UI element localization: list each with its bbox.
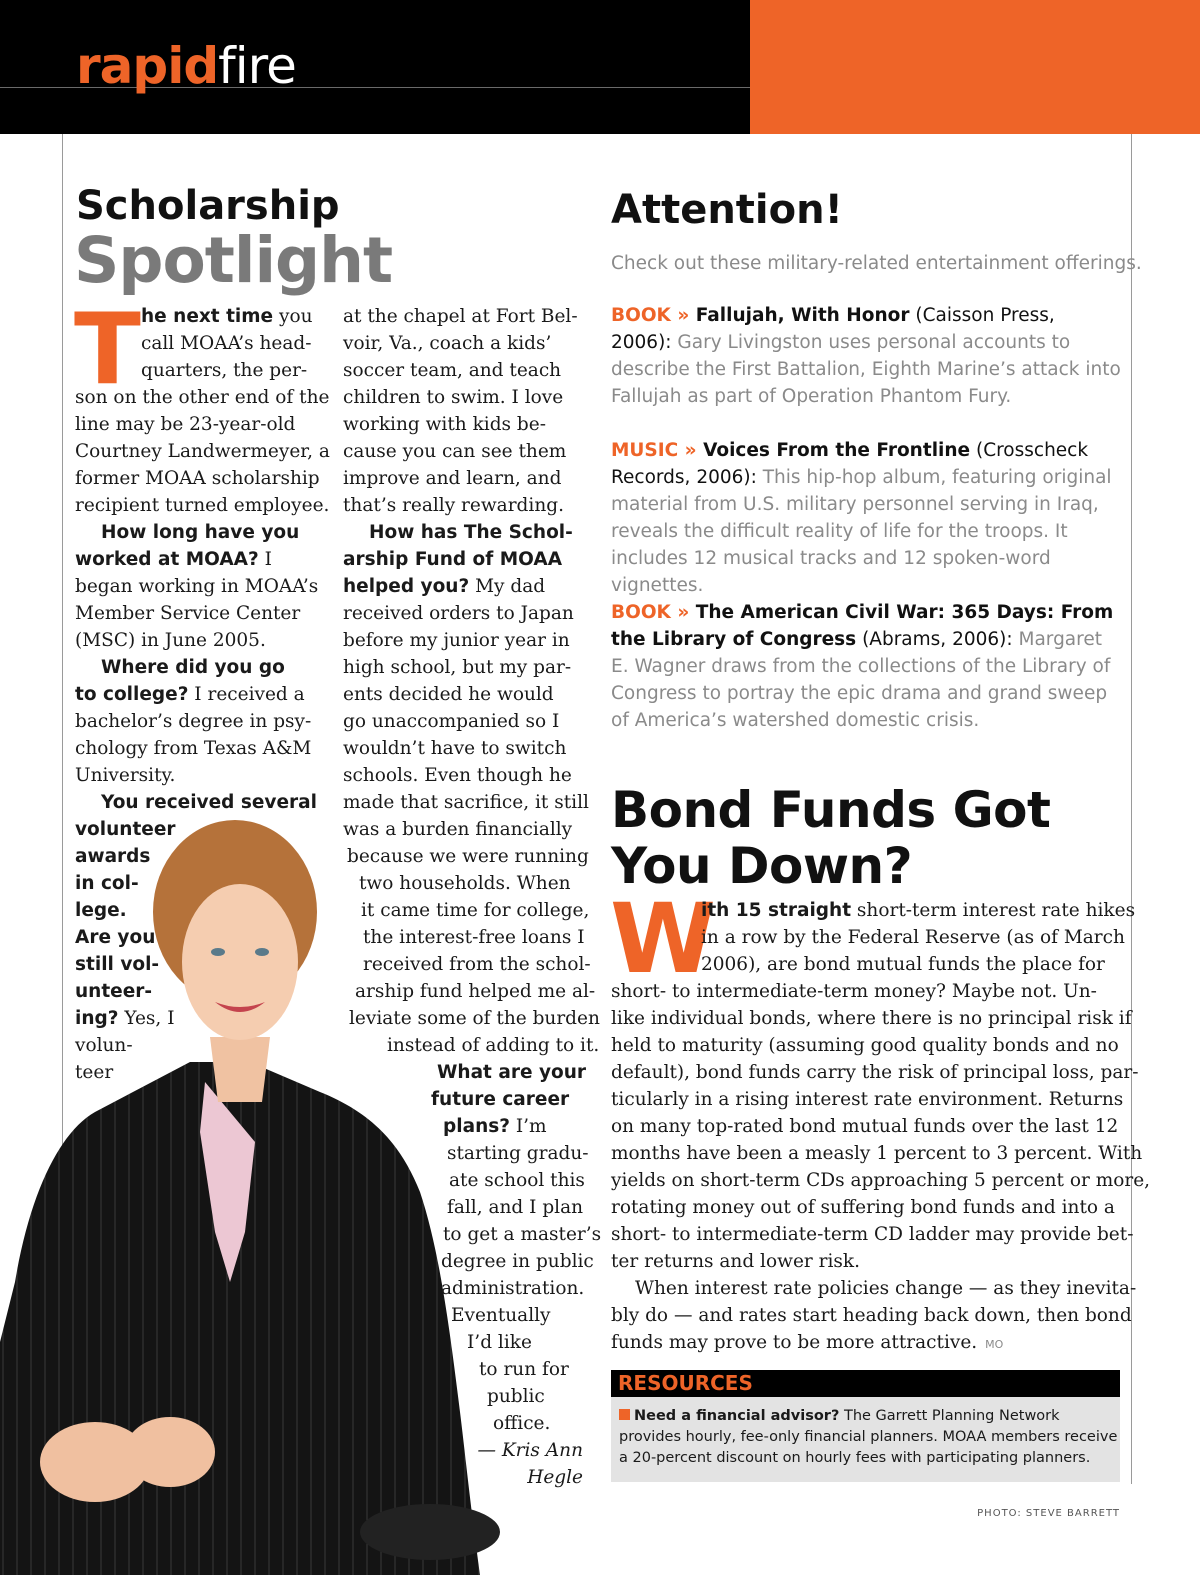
body-text: months have been a measly 1 percent to 3 percent. With <box>611 1143 1143 1164</box>
col2-line <box>343 1248 593 1275</box>
logo-fire: fire <box>218 37 296 95</box>
body-text: administration. <box>441 1278 585 1299</box>
question-text: You received several <box>101 792 317 813</box>
col2-line <box>343 762 593 789</box>
photo-credit: PHOTO: STEVE BARRETT <box>977 1508 1120 1519</box>
body-text: on many top-rated bond mutual funds over the last 12 <box>611 1116 1119 1137</box>
body-text: at the chapel at Fort Bel- <box>343 306 578 327</box>
col2-line <box>343 816 593 843</box>
body-text: improve and learn, and <box>343 468 562 489</box>
signoff-mark: MO <box>985 1338 1004 1351</box>
question-text: to college? <box>75 684 189 705</box>
question-text: future career <box>431 1089 570 1110</box>
col2-line <box>343 897 593 924</box>
body-text: it came time for college, <box>361 900 590 921</box>
bond-line <box>611 1275 1137 1302</box>
entry-title: The American Civil War: 365 Days: From the Library of Congress <box>611 602 1114 650</box>
col2-line <box>343 789 593 816</box>
body-text: bachelor’s degree in psy- <box>75 711 312 732</box>
body-text: two households. When <box>359 873 571 894</box>
col2-line <box>343 654 593 681</box>
col1-line <box>75 600 325 627</box>
col1-line <box>75 465 325 492</box>
entertainment-entry <box>611 437 1121 599</box>
entry-category: BOOK <box>611 602 671 623</box>
body-text: son on the other end of the <box>75 387 330 408</box>
bond-line <box>611 1140 1143 1167</box>
bullet-icon <box>619 1409 630 1420</box>
body-text: leviate some of the burden <box>349 1008 600 1029</box>
col1-line <box>75 951 325 978</box>
col1-line <box>75 681 325 708</box>
col1-line <box>75 654 325 681</box>
entry-description: Margaret E. Wagner draws from the collections of the Library of Congress to portray the epic drama and grand sweep of America’s watershed domestic crisis. <box>611 629 1111 731</box>
body-text: I <box>258 549 272 570</box>
question-text: still vol- <box>75 954 160 975</box>
col1-line <box>75 627 325 654</box>
body-text: short- to intermediate-term CD ladder may provide bet- <box>611 1224 1134 1245</box>
body-text: was a burden financially <box>343 819 573 840</box>
body-text: recipient turned employee. <box>75 495 330 516</box>
bond-article-body <box>610 883 1151 1358</box>
question-text: How has The Schol- <box>369 522 573 543</box>
body-text: before my junior year in <box>343 630 570 651</box>
body-text: received from the schol- <box>363 954 591 975</box>
col2-line <box>343 1086 593 1113</box>
col2-line <box>343 330 593 357</box>
question-text: awards <box>75 846 151 867</box>
col2-line <box>343 492 593 519</box>
body-text: (MSC) in June 2005. <box>75 630 266 651</box>
body-text: received orders to Japan <box>343 603 574 624</box>
body-text: office. <box>493 1413 551 1434</box>
col1-line <box>75 303 325 330</box>
col1-line <box>75 843 325 870</box>
body-text: began working in MOAA’s <box>75 576 319 597</box>
body-text: ticularly in a rising interest rate environment. Returns <box>611 1089 1124 1110</box>
body-text: rotating money out of suffering bond funds and into a <box>611 1197 1115 1218</box>
col2-line <box>343 303 593 330</box>
body-text: to get a master’s <box>443 1224 602 1245</box>
body-text: I’m <box>509 1116 547 1137</box>
question-text: Are you <box>75 927 156 948</box>
body-text: schools. Even though he <box>343 765 572 786</box>
body-text: call MOAA’s head- <box>141 333 312 354</box>
col2-line <box>343 1383 593 1410</box>
entry-publisher: (Abrams, 2006): <box>856 629 1013 650</box>
body-text: Courtney Landwermeyer, a <box>75 441 330 462</box>
col2-line <box>343 1275 593 1302</box>
bond-line <box>611 1113 1121 1140</box>
entertainment-entry <box>611 302 1121 410</box>
body-text: I received a <box>188 684 305 705</box>
body-text: Yes, I <box>118 1008 175 1029</box>
col1-line <box>75 1059 325 1086</box>
col1-line <box>75 357 325 384</box>
bond-line <box>611 951 1121 978</box>
resources-label: RESOURCES <box>618 1371 753 1395</box>
col2-line <box>343 357 593 384</box>
body-text: ents decided he would <box>343 684 554 705</box>
col2-line <box>343 1059 593 1086</box>
body-text: default), bond funds carry the risk of principal loss, par- <box>611 1062 1139 1083</box>
bond-line <box>611 1302 1132 1329</box>
col2-line <box>343 1167 593 1194</box>
body-text: public <box>487 1386 545 1407</box>
col2-line <box>343 978 596 1005</box>
body-text: instead of adding to it. <box>387 1035 600 1056</box>
body-text: in a row by the Federal Reserve (as of March <box>701 927 1125 948</box>
bond-title-line-1: Bond Funds Got <box>611 781 1051 839</box>
col2-line <box>343 870 593 897</box>
entry-title: Voices From the Frontline <box>703 440 971 461</box>
body-text: held to maturity (assuming good quality bonds and no <box>611 1035 1119 1056</box>
col1-line <box>75 789 325 816</box>
col2-line <box>343 1140 593 1167</box>
entry-category: BOOK <box>611 305 671 326</box>
body-text: high school, but my par- <box>343 657 572 678</box>
body-text: My dad <box>469 576 546 597</box>
body-text: arship fund helped me al- <box>355 981 596 1002</box>
bond-line <box>611 1248 1121 1275</box>
col2-line <box>343 1302 593 1329</box>
col2-line <box>343 1113 593 1140</box>
col1-line <box>75 546 325 573</box>
body-text: like individual bonds, where there is no principal risk if <box>611 1008 1132 1029</box>
col2-line <box>343 1464 593 1491</box>
col2-line <box>343 465 593 492</box>
question-text: helped you? <box>343 576 470 597</box>
arrow-icon: » <box>678 440 704 461</box>
col1-line <box>75 924 325 951</box>
question-text: worked at MOAA? <box>75 549 259 570</box>
body-text: ate school this <box>449 1170 585 1191</box>
entertainment-entry <box>611 599 1121 734</box>
question-text: in col- <box>75 873 139 894</box>
body-text: I’d like <box>467 1332 532 1353</box>
dropcap-w: W <box>610 883 716 995</box>
body-text: line may be 23-year-old <box>75 414 296 435</box>
col1-line <box>75 492 330 519</box>
bond-line <box>611 924 1125 951</box>
body-text: starting gradu- <box>447 1143 589 1164</box>
bond-title-line-2: You Down? <box>611 837 913 895</box>
col1-line <box>75 870 325 897</box>
question-text: volunteer <box>75 819 176 840</box>
byline: Hegle <box>527 1467 583 1488</box>
body-text: Member Service Center <box>75 603 301 624</box>
question-text: lege. <box>75 900 127 921</box>
body-text: bly do — and rates start heading back down, then bond <box>611 1305 1132 1326</box>
bond-line <box>611 897 1136 924</box>
bond-line <box>611 1329 1121 1358</box>
col1-line <box>75 519 325 546</box>
question-text: ith 15 straight <box>701 900 852 921</box>
dropcap-t: T <box>74 293 141 407</box>
attention-intro: Check out these military-related entertainment offerings. <box>611 253 1142 274</box>
attention-title: Attention! <box>611 187 843 233</box>
col1-line <box>75 438 330 465</box>
col1-line <box>75 1005 325 1032</box>
body-text: children to swim. I love <box>343 387 564 408</box>
arrow-icon: » <box>670 602 696 623</box>
col2-line <box>343 384 593 411</box>
body-text: working with kids be- <box>343 414 546 435</box>
col2-line <box>343 681 593 708</box>
bond-line <box>611 1032 1121 1059</box>
col2-line <box>343 843 593 870</box>
col1-line <box>75 897 325 924</box>
col2-line <box>343 1032 600 1059</box>
body-text: degree in public <box>441 1251 594 1272</box>
col1-line <box>75 411 325 438</box>
col2-line <box>343 1437 593 1464</box>
entry-description: This hip-hop album, featuring original material from U.S. military personnel serving in Iraq, reveals the difficult reality of life for the troops. It includes 12 musical tracks and 12 spoken-word vignettes. <box>611 467 1112 596</box>
question-text: Where did you go <box>101 657 285 678</box>
col2-line <box>343 708 593 735</box>
question-text: How long have you <box>101 522 300 543</box>
scholarship-title: Scholarship <box>76 183 340 229</box>
col2-line <box>343 1329 593 1356</box>
col2-line <box>343 1194 593 1221</box>
resources-body: The Garrett Planning Network provides hourly, fee-only financial planners. MOAA members receive a 20-percent discount on hourly fees with participating planners. <box>619 1408 1118 1466</box>
body-text: you <box>273 306 313 327</box>
col2-line <box>343 951 593 978</box>
body-text: made that sacrifice, it still <box>343 792 589 813</box>
byline: — Kris Ann <box>477 1440 583 1461</box>
body-text: cause you can see them <box>343 441 567 462</box>
body-text: short- to intermediate-term money? Maybe not. Un- <box>611 981 1097 1002</box>
col2-line <box>343 1005 600 1032</box>
col2-line <box>343 924 593 951</box>
bond-line <box>611 1059 1139 1086</box>
bond-line <box>611 1086 1124 1113</box>
scholarship-subtitle: Spotlight <box>74 224 393 297</box>
question-text: ing? <box>75 1008 119 1029</box>
body-text: yields on short-term CDs approaching 5 percent or more, <box>611 1170 1151 1191</box>
body-text: ter returns and lower risk. <box>611 1251 860 1272</box>
body-text: that’s really rewarding. <box>343 495 564 516</box>
col2-line <box>343 1221 602 1248</box>
resources-lead: Need a financial advisor? <box>634 1408 840 1424</box>
bond-line <box>611 1194 1121 1221</box>
entry-publisher: (Crosscheck Records, 2006): <box>611 440 1089 488</box>
col2-line <box>343 573 593 600</box>
entry-description: Gary Livingston uses personal accounts to describe the First Battalion, Eighth Marine’s attack into Fallujah as part of Operation Phantom Fury. <box>611 332 1121 407</box>
col2-line <box>343 438 593 465</box>
body-text: When interest rate policies change — as they inevita- <box>635 1278 1137 1299</box>
bond-line <box>611 1167 1151 1194</box>
entry-publisher: (Caisson Press, 2006): <box>611 305 1055 353</box>
body-text: Eventually <box>451 1305 551 1326</box>
body-text: voir, Va., coach a kids’ <box>343 333 552 354</box>
bond-line <box>611 1221 1134 1248</box>
body-text: chology from Texas A&M <box>75 738 312 759</box>
col1-line <box>75 762 325 789</box>
question-text: plans? <box>443 1116 510 1137</box>
body-text: University. <box>75 765 176 786</box>
question-text: unteer- <box>75 981 153 1002</box>
col2-line <box>343 1410 593 1437</box>
body-text: funds may prove to be more attractive. <box>611 1332 978 1353</box>
col2-line <box>343 519 593 546</box>
col1-line <box>75 330 325 357</box>
col2-line <box>343 546 593 573</box>
question-text: What are your <box>437 1062 587 1083</box>
header-accent-block <box>750 0 1200 134</box>
col1-line <box>75 573 325 600</box>
col2-line <box>343 735 593 762</box>
arrow-icon: » <box>670 305 696 326</box>
body-text: to run for <box>479 1359 569 1380</box>
bond-title <box>611 782 1050 894</box>
col2-line <box>343 600 593 627</box>
scholarship-column-2 <box>343 303 602 1491</box>
body-text: go unaccompanied so I <box>343 711 560 732</box>
body-text: soccer team, and teach <box>343 360 562 381</box>
section-logo <box>76 34 296 98</box>
body-text: quarters, the per- <box>141 360 308 381</box>
entry-title: Fallujah, With Honor <box>695 305 910 326</box>
col1-line <box>75 708 325 735</box>
body-text: because we were running <box>347 846 589 867</box>
col1-line <box>75 816 325 843</box>
body-text: volun- <box>75 1035 133 1056</box>
entry-category: MUSIC <box>611 440 679 461</box>
bond-line <box>611 978 1121 1005</box>
question-text: arship Fund of MOAA <box>343 549 563 570</box>
logo-rapid: rapid <box>76 37 219 95</box>
col2-line <box>343 1356 593 1383</box>
scholarship-column-1 <box>74 293 330 1086</box>
body-text: fall, and I plan <box>447 1197 584 1218</box>
bond-line <box>611 1005 1132 1032</box>
body-text: short-term interest rate hikes <box>851 900 1136 921</box>
col1-line <box>75 978 325 1005</box>
body-text: wouldn’t have to switch <box>343 738 567 759</box>
body-text: former MOAA scholarship <box>75 468 320 489</box>
col1-line <box>75 735 325 762</box>
body-text: the interest-free loans I <box>363 927 585 948</box>
col2-line <box>343 627 593 654</box>
body-text: 2006), are bond mutual funds the place for <box>701 954 1105 975</box>
col1-line <box>75 384 330 411</box>
col1-line <box>75 1032 325 1059</box>
question-text: he next time <box>141 306 274 327</box>
col2-line <box>343 411 593 438</box>
body-text: teer <box>75 1062 114 1083</box>
resources-text <box>619 1406 1119 1469</box>
